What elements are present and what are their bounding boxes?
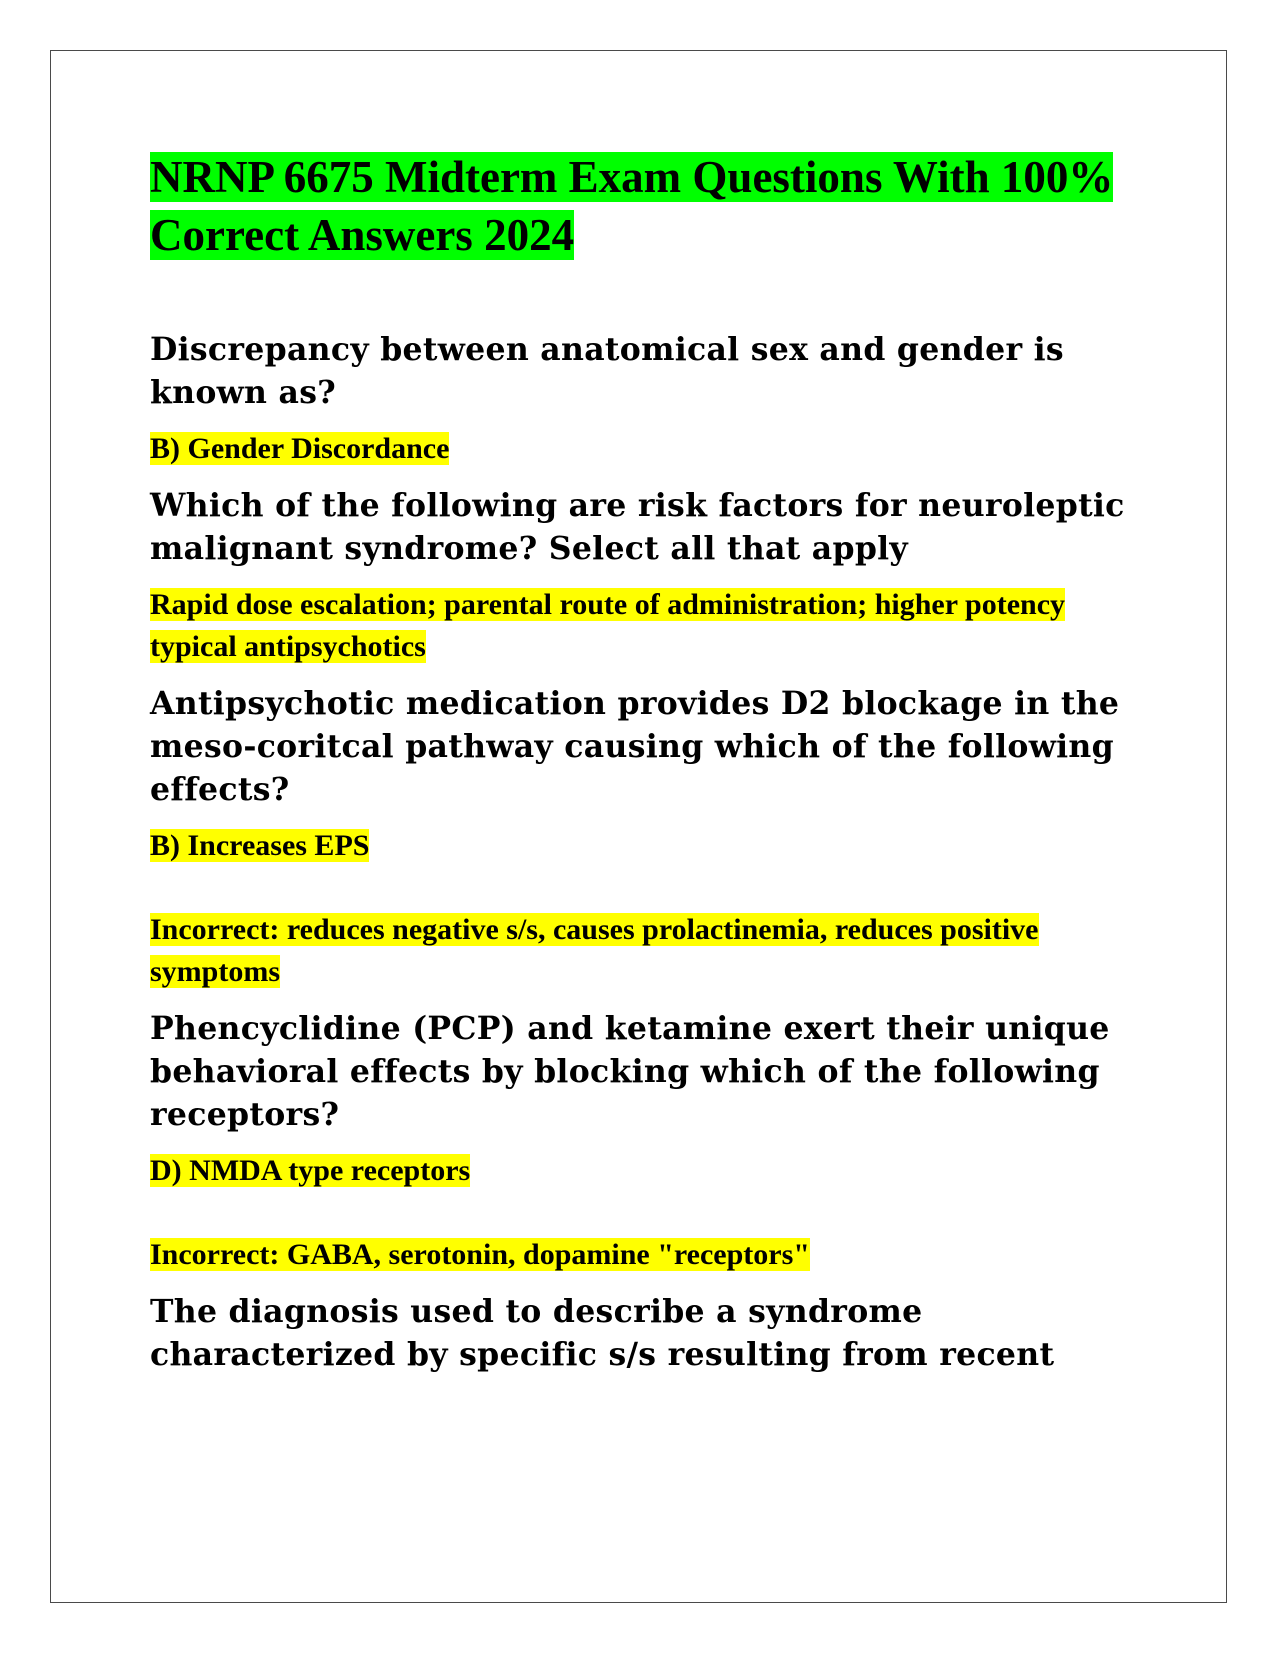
- question-text: The diagnosis used to describe a syndrome characterized by specific s/s resulting from recent: [150, 1293, 1055, 1373]
- answer-text: [150, 584, 1150, 668]
- document-title: [150, 148, 1150, 264]
- title-text: NRNP 6675 Midterm Exam Questions With 100% Correct Answers 2024: [150, 152, 1114, 260]
- answer-text: [150, 825, 1150, 867]
- answer-text: [150, 428, 1150, 470]
- document-content: [150, 148, 1150, 1390]
- answer-highlight: B) Gender Discordance: [150, 432, 450, 465]
- incorrect-options-text: [150, 909, 1150, 993]
- question-text: Antipsychotic medication provides D2 blockage in the meso-coritcal pathway causing which of the following effects?: [150, 685, 1120, 808]
- answer-text: [150, 1150, 1150, 1192]
- question-text: Discrepancy between anatomical sex and gender is known as?: [150, 331, 1064, 411]
- answer-highlight: Rapid dose escalation; parental route of administration; higher potency typical antipsychotics: [150, 588, 1066, 663]
- incorrect-options-text: [150, 1234, 1150, 1276]
- answer-highlight: Incorrect: reduces negative s/s, causes prolactinemia, reduces positive symptoms: [150, 913, 1039, 988]
- question-text: Phencyclidine (PCP) and ketamine exert their unique behavioral effects by blocking which of the following receptors?: [150, 1010, 1110, 1133]
- answer-highlight: B) Increases EPS: [150, 829, 370, 862]
- answer-highlight: D) NMDA type receptors: [150, 1154, 471, 1187]
- answer-highlight: Incorrect: GABA, serotonin, dopamine "receptors": [150, 1238, 810, 1271]
- question-text: Which of the following are risk factors for neuroleptic malignant syndrome? Select all that apply: [150, 487, 1125, 567]
